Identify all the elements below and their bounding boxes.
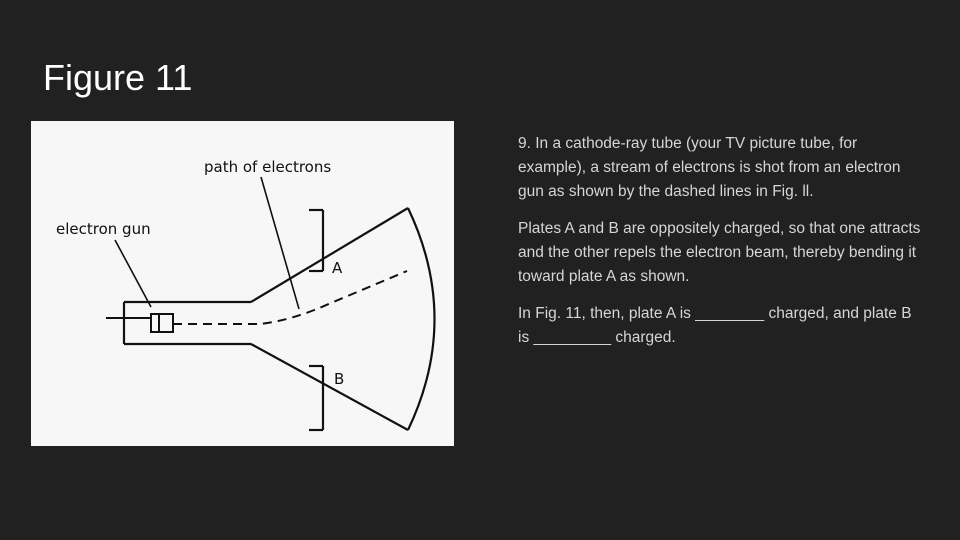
paragraph-intro: 9. In a cathode-ray tube (your TV picture tube, for example), a stream of electrons is shot from an electron gun as shown by the dashed lines in Fig. ll. bbox=[518, 135, 901, 200]
question-text bbox=[518, 132, 923, 363]
slide-title: Figure 11 bbox=[43, 57, 193, 98]
paragraph-plates: Plates A and B are oppositely charged, so that one attracts and the other repels the electron beam, thereby bending it toward plate A as shown. bbox=[518, 220, 921, 285]
paragraph-question: In Fig. 11, then, plate A is ________ charged, and plate B is _________ charged. bbox=[518, 305, 912, 346]
path-of-electrons-label: path of electrons bbox=[204, 158, 332, 176]
cathode-ray-tube-figure bbox=[31, 121, 454, 446]
plate-b bbox=[309, 366, 323, 430]
electron-gun-label: electron gun bbox=[56, 220, 151, 238]
electron-gun bbox=[106, 314, 173, 332]
plate-a-label: A bbox=[332, 259, 343, 277]
plate-b-label: B bbox=[334, 370, 345, 388]
